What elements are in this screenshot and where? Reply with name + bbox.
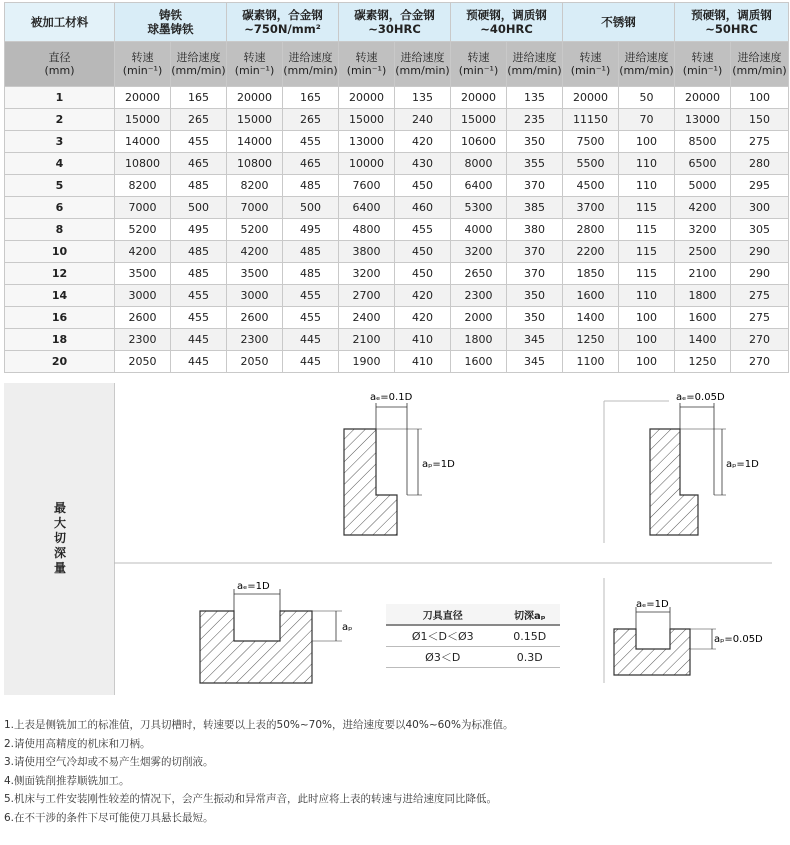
feed-cell: 485 <box>283 175 339 197</box>
feed-cell: 455 <box>283 131 339 153</box>
material-prehardened-40hrc: 预硬钢，调质钢 ~40HRC <box>451 3 563 42</box>
diameter-header: 直径 (mm) <box>5 42 115 87</box>
speed-cell: 5000 <box>675 175 731 197</box>
feed-cell: 450 <box>395 175 451 197</box>
speed-cell: 2600 <box>115 307 171 329</box>
feed-cell: 100 <box>619 307 675 329</box>
speed-cell: 10800 <box>115 153 171 175</box>
side-milling-diagram-1 <box>344 392 455 535</box>
notes-list <box>4 716 784 827</box>
feed-cell: 410 <box>395 329 451 351</box>
diameter-cell: 20 <box>5 351 115 373</box>
diameter-cell: 5 <box>5 175 115 197</box>
speed-cell: 5200 <box>115 219 171 241</box>
feed-cell: 265 <box>171 109 227 131</box>
speed-cell: 3000 <box>115 285 171 307</box>
speed-cell: 1600 <box>451 351 507 373</box>
slot-milling-diagram-2 <box>614 599 763 675</box>
feed-cell: 135 <box>395 87 451 109</box>
speed-cell: 3500 <box>115 263 171 285</box>
cut-depth-header: 切深aₚ <box>499 604 560 625</box>
feed-cell: 410 <box>395 351 451 373</box>
note-item: 1.上表是侧铣加工的标准值，刀具切槽时，转速要以上表的50%~70%，进给速度要以40%~60%为标准值。 <box>4 719 514 731</box>
note-item: 2.请使用高精度的机床和刀柄。 <box>4 737 151 750</box>
speed-cell: 4200 <box>115 241 171 263</box>
side-milling-diagram-2 <box>650 392 759 535</box>
speed-cell: 2100 <box>675 263 731 285</box>
slot-depth-row: Ø1＜D＜Ø3 0.15D <box>386 625 560 647</box>
note-item: 5.机床与工件安装刚性较差的情况下，会产生振动和异常声音，此时应将上表的转速与进给速度同比降低。 <box>4 793 498 805</box>
speed-cell: 2300 <box>115 329 171 351</box>
feed-cell: 240 <box>395 109 451 131</box>
feed-cell: 110 <box>619 153 675 175</box>
feed-cell: 345 <box>507 351 563 373</box>
feed-cell: 420 <box>395 131 451 153</box>
speed-cell: 20000 <box>339 87 395 109</box>
diameter-cell: 16 <box>5 307 115 329</box>
speed-cell: 1600 <box>675 307 731 329</box>
table-row <box>5 109 789 131</box>
speed-cell: 2200 <box>563 241 619 263</box>
speed-cell: 7600 <box>339 175 395 197</box>
feed-cell: 445 <box>283 351 339 373</box>
feed-cell: 280 <box>731 153 789 175</box>
feed-header: 进给速度 (mm/min) <box>507 42 563 87</box>
speed-cell: 14000 <box>227 131 283 153</box>
cutting-conditions-table <box>4 2 789 373</box>
feed-cell: 450 <box>395 241 451 263</box>
speed-cell: 8200 <box>227 175 283 197</box>
speed-cell: 1400 <box>675 329 731 351</box>
speed-cell: 2050 <box>227 351 283 373</box>
speed-cell: 10600 <box>451 131 507 153</box>
feed-cell: 455 <box>283 307 339 329</box>
feed-cell: 455 <box>171 285 227 307</box>
feed-cell: 135 <box>507 87 563 109</box>
feed-cell: 110 <box>619 285 675 307</box>
feed-cell: 450 <box>395 263 451 285</box>
feed-header: 进给速度 (mm/min) <box>619 42 675 87</box>
speed-cell: 5200 <box>227 219 283 241</box>
feed-cell: 445 <box>171 329 227 351</box>
feed-cell: 485 <box>171 241 227 263</box>
speed-cell: 4500 <box>563 175 619 197</box>
table-row <box>5 87 789 109</box>
speed-cell: 13000 <box>339 131 395 153</box>
speed-cell: 8500 <box>675 131 731 153</box>
speed-cell: 3700 <box>563 197 619 219</box>
speed-cell: 20000 <box>451 87 507 109</box>
material-prehardened-50hrc: 预硬钢，调质钢 ~50HRC <box>675 3 789 42</box>
feed-cell: 290 <box>731 241 789 263</box>
speed-cell: 4800 <box>339 219 395 241</box>
speed-cell: 2400 <box>339 307 395 329</box>
feed-cell: 115 <box>619 197 675 219</box>
speed-cell: 20000 <box>115 87 171 109</box>
feed-cell: 265 <box>283 109 339 131</box>
feed-cell: 485 <box>283 241 339 263</box>
feed-cell: 50 <box>619 87 675 109</box>
table-row <box>5 241 789 263</box>
speed-cell: 15000 <box>451 109 507 131</box>
diameter-cell: 10 <box>5 241 115 263</box>
feed-cell: 100 <box>619 351 675 373</box>
table-body <box>5 87 789 373</box>
slot-depth-row: Ø3＜D 0.3D <box>386 647 560 668</box>
speed-header: 转速 (min⁻¹) <box>451 42 507 87</box>
speed-cell: 7000 <box>115 197 171 219</box>
feed-cell: 430 <box>395 153 451 175</box>
feed-cell: 100 <box>619 131 675 153</box>
feed-cell: 420 <box>395 307 451 329</box>
feed-cell: 275 <box>731 285 789 307</box>
speed-cell: 1100 <box>563 351 619 373</box>
diag1-ae-label: aₑ=0.1D <box>370 392 413 403</box>
speed-cell: 1400 <box>563 307 619 329</box>
speed-cell: 2300 <box>227 329 283 351</box>
table-row <box>5 131 789 153</box>
diameter-cell: 18 <box>5 329 115 351</box>
speed-cell: 14000 <box>115 131 171 153</box>
diameter-cell: 14 <box>5 285 115 307</box>
speed-header: 转速 (min⁻¹) <box>115 42 171 87</box>
feed-header: 进给速度 (mm/min) <box>395 42 451 87</box>
feed-cell: 465 <box>283 153 339 175</box>
feed-cell: 270 <box>731 351 789 373</box>
speed-cell: 15000 <box>115 109 171 131</box>
speed-header: 转速 (min⁻¹) <box>563 42 619 87</box>
speed-cell: 1250 <box>675 351 731 373</box>
speed-cell: 15000 <box>227 109 283 131</box>
feed-cell: 115 <box>619 263 675 285</box>
table-row <box>5 351 789 373</box>
diag3-ap-label: aₚ <box>342 622 353 633</box>
speed-cell: 20000 <box>227 87 283 109</box>
speed-cell: 10800 <box>227 153 283 175</box>
table-row <box>5 307 789 329</box>
feed-header: 进给速度 (mm/min) <box>171 42 227 87</box>
feed-cell: 465 <box>171 153 227 175</box>
feed-cell: 305 <box>731 219 789 241</box>
feed-cell: 445 <box>171 351 227 373</box>
speed-cell: 7500 <box>563 131 619 153</box>
speed-cell: 6500 <box>675 153 731 175</box>
feed-cell: 500 <box>171 197 227 219</box>
table-row <box>5 153 789 175</box>
feed-cell: 110 <box>619 175 675 197</box>
feed-header: 进给速度 (mm/min) <box>283 42 339 87</box>
feed-cell: 150 <box>731 109 789 131</box>
feed-cell: 165 <box>171 87 227 109</box>
diag3-ae-label: aₑ=1D <box>237 581 270 592</box>
speed-cell: 1900 <box>339 351 395 373</box>
speed-cell: 6400 <box>339 197 395 219</box>
feed-cell: 500 <box>283 197 339 219</box>
speed-cell: 1600 <box>563 285 619 307</box>
speed-cell: 1250 <box>563 329 619 351</box>
slot-milling-diagram-1 <box>200 581 352 683</box>
feed-cell: 270 <box>731 329 789 351</box>
slot-depth-table <box>386 604 560 668</box>
diameter-cell: 3 <box>5 131 115 153</box>
tool-diameter-header: 刀具直径 <box>386 604 499 625</box>
feed-cell: 455 <box>395 219 451 241</box>
table-row <box>5 175 789 197</box>
feed-cell: 290 <box>731 263 789 285</box>
diameter-cell: 6 <box>5 197 115 219</box>
feed-cell: 275 <box>731 307 789 329</box>
feed-cell: 485 <box>283 263 339 285</box>
speed-cell: 20000 <box>675 87 731 109</box>
speed-cell: 6400 <box>451 175 507 197</box>
feed-cell: 380 <box>507 219 563 241</box>
feed-cell: 350 <box>507 285 563 307</box>
feed-cell: 445 <box>283 329 339 351</box>
speed-cell: 3200 <box>675 219 731 241</box>
speed-header: 转速 (min⁻¹) <box>339 42 395 87</box>
feed-cell: 350 <box>507 307 563 329</box>
speed-cell: 7000 <box>227 197 283 219</box>
feed-cell: 115 <box>619 219 675 241</box>
speed-cell: 8200 <box>115 175 171 197</box>
diameter-cell: 1 <box>5 87 115 109</box>
speed-cell: 1850 <box>563 263 619 285</box>
feed-header: 进给速度 (mm/min) <box>731 42 789 87</box>
feed-cell: 350 <box>507 131 563 153</box>
speed-cell: 4200 <box>227 241 283 263</box>
speed-cell: 1800 <box>675 285 731 307</box>
feed-cell: 485 <box>171 175 227 197</box>
table-row <box>5 285 789 307</box>
feed-cell: 495 <box>171 219 227 241</box>
speed-cell: 2100 <box>339 329 395 351</box>
speed-cell: 3500 <box>227 263 283 285</box>
table-row <box>5 329 789 351</box>
table-row <box>5 263 789 285</box>
speed-cell: 2050 <box>115 351 171 373</box>
speed-cell: 2500 <box>675 241 731 263</box>
feed-cell: 235 <box>507 109 563 131</box>
feed-cell: 420 <box>395 285 451 307</box>
speed-cell: 15000 <box>339 109 395 131</box>
feed-cell: 370 <box>507 241 563 263</box>
note-item: 3.请使用空气冷却或不易产生烟雾的切削液。 <box>4 756 214 768</box>
diag1-ap-label: aₚ=1D <box>422 459 455 470</box>
diameter-cell: 2 <box>5 109 115 131</box>
material-carbon-steel-750: 碳素钢，合金钢 ~750N/mm² <box>227 3 339 42</box>
feed-cell: 495 <box>283 219 339 241</box>
feed-cell: 275 <box>731 131 789 153</box>
speed-cell: 2650 <box>451 263 507 285</box>
feed-cell: 355 <box>507 153 563 175</box>
speed-cell: 20000 <box>563 87 619 109</box>
material-header-row <box>5 3 789 42</box>
note-item: 6.在不干涉的条件下尽可能使刀具悬长最短。 <box>4 811 214 824</box>
feed-cell: 300 <box>731 197 789 219</box>
diameter-cell: 12 <box>5 263 115 285</box>
speed-cell: 3800 <box>339 241 395 263</box>
speed-cell: 10000 <box>339 153 395 175</box>
diameter-cell: 8 <box>5 219 115 241</box>
speed-cell: 4200 <box>675 197 731 219</box>
feed-cell: 370 <box>507 263 563 285</box>
max-cut-depth-label: 最大切深量 <box>53 501 66 575</box>
feed-cell: 70 <box>619 109 675 131</box>
diag4-ae-label: aₑ=1D <box>636 599 669 610</box>
feed-cell: 460 <box>395 197 451 219</box>
speed-cell: 3200 <box>339 263 395 285</box>
speed-cell: 3200 <box>451 241 507 263</box>
feed-cell: 100 <box>619 329 675 351</box>
feed-cell: 115 <box>619 241 675 263</box>
speed-cell: 3000 <box>227 285 283 307</box>
diag2-ae-label: aₑ=0.05D <box>676 392 725 403</box>
speed-cell: 1800 <box>451 329 507 351</box>
speed-header: 转速 (min⁻¹) <box>675 42 731 87</box>
parameter-header-row <box>5 42 789 87</box>
material-stainless-steel: 不锈钢 <box>563 3 675 42</box>
speed-cell: 11150 <box>563 109 619 131</box>
material-header: 被加工材料 <box>5 3 115 42</box>
speed-cell: 2800 <box>563 219 619 241</box>
speed-cell: 13000 <box>675 109 731 131</box>
speed-cell: 5500 <box>563 153 619 175</box>
feed-cell: 455 <box>283 285 339 307</box>
speed-cell: 2000 <box>451 307 507 329</box>
speed-cell: 5300 <box>451 197 507 219</box>
material-cast-iron: 铸铁 球墨铸铁 <box>115 3 227 42</box>
speed-cell: 2300 <box>451 285 507 307</box>
material-carbon-steel-30hrc: 碳素钢，合金钢 ~30HRC <box>339 3 451 42</box>
feed-cell: 165 <box>283 87 339 109</box>
diameter-cell: 4 <box>5 153 115 175</box>
speed-cell: 2700 <box>339 285 395 307</box>
feed-cell: 295 <box>731 175 789 197</box>
feed-cell: 100 <box>731 87 789 109</box>
note-item: 4.侧面铣削推荐顺铣加工。 <box>4 774 130 787</box>
speed-header: 转速 (min⁻¹) <box>227 42 283 87</box>
table-row <box>5 197 789 219</box>
feed-cell: 455 <box>171 307 227 329</box>
speed-cell: 4000 <box>451 219 507 241</box>
diag4-ap-label: aₚ=0.05D <box>714 634 763 645</box>
table-row <box>5 219 789 241</box>
feed-cell: 345 <box>507 329 563 351</box>
feed-cell: 455 <box>171 131 227 153</box>
diag2-ap-label: aₚ=1D <box>726 459 759 470</box>
speed-cell: 2600 <box>227 307 283 329</box>
feed-cell: 370 <box>507 175 563 197</box>
feed-cell: 485 <box>171 263 227 285</box>
speed-cell: 8000 <box>451 153 507 175</box>
feed-cell: 385 <box>507 197 563 219</box>
